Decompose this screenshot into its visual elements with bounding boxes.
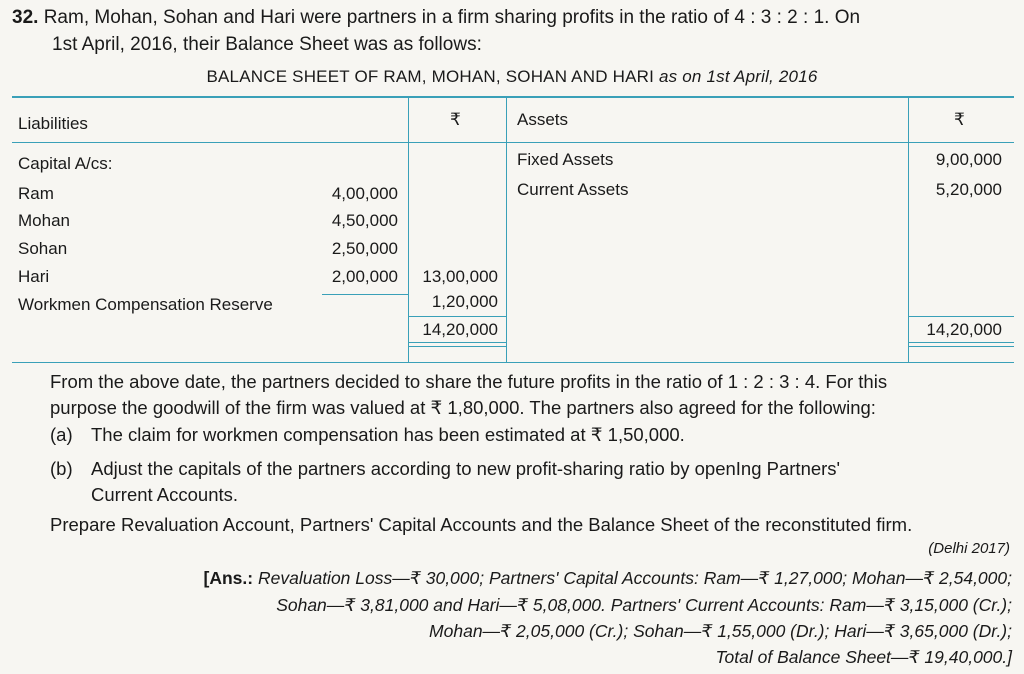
total-bottom-rule: [908, 342, 1014, 343]
item-a-label: (a): [50, 424, 73, 445]
answer-line-3: Mohan—₹ 2,05,000 (Cr.); Sohan—₹ 1,55,000 (Dr.); Hari—₹ 3,65,000 (Dr.);: [429, 621, 1012, 641]
capital-accounts-label: Capital A/cs:: [18, 154, 113, 173]
partner-capital: 4,00,000: [331, 184, 398, 203]
partner-name: Ram: [18, 184, 54, 203]
total-double-rule: [908, 346, 1014, 347]
column-divider: [408, 98, 409, 362]
exam-source: (Delhi 2017): [928, 540, 1010, 557]
asset-name: Current Assets: [517, 180, 629, 199]
item-b-label: (b): [50, 458, 73, 479]
balance-sheet-title: [0, 67, 1024, 87]
partner-name: Hari: [18, 267, 50, 286]
balance-sheet-date: as on 1st April, 2016: [658, 67, 818, 86]
prepare-instruction: Prepare Revaluation Account, Partners' Capital Accounts and the Balance Sheet of the reconstituted firm.: [50, 514, 913, 535]
balance-sheet-title-text: BALANCE SHEET OF RAM, MOHAN, SOHAN AND HARI: [206, 67, 655, 86]
reserve-amount: 1,20,000: [431, 292, 498, 311]
partner-capital: 2,00,000: [331, 267, 398, 286]
question-line-2: 1st April, 2016, their Balance Sheet was as follows:: [52, 34, 482, 55]
answer-prefix: [Ans.:: [203, 568, 254, 588]
body-paragraph-line-1: From the above date, the partners decided to share the future profits in the ratio of 1 : 2 : 3 : 4. For this: [50, 371, 888, 392]
header-assets: Assets: [517, 110, 569, 129]
total-double-rule: [408, 346, 506, 347]
capital-total: 13,00,000: [422, 267, 498, 286]
partner-name: Mohan: [18, 211, 70, 230]
question-line-1: Ram, Mohan, Sohan and Hari were partners in a firm sharing profits in the ratio of 4 : 3 : 2 : 1. On: [43, 7, 861, 28]
total-top-rule: [408, 316, 506, 317]
question-number: 32.: [12, 7, 39, 28]
answer-line-1: [204, 565, 1012, 591]
partner-capital: 2,50,000: [331, 239, 398, 258]
asset-amount: 5,20,000: [935, 180, 1002, 199]
partner-name: Sohan: [18, 239, 68, 258]
answer-line-4: Total of Balance Sheet—₹ 19,40,000.]: [715, 647, 1012, 667]
item-a-text: The claim for workmen compensation has been estimated at ₹ 1,50,000.: [91, 424, 685, 445]
column-divider: [506, 98, 507, 362]
subtotal-rule: [322, 294, 408, 295]
total-top-rule: [908, 316, 1014, 317]
balance-sheet-table: [12, 96, 1014, 363]
body-paragraph-line-2: purpose the goodwill of the firm was valued at ₹ 1,80,000. The partners also agreed for the following:: [50, 397, 876, 418]
asset-name: Fixed Assets: [517, 150, 614, 169]
question-heading: [12, 4, 1017, 58]
item-b-line-1: Adjust the capitals of the partners according to new profit-sharing ratio by openIng Partners': [91, 458, 841, 479]
assets-total: 14,20,000: [926, 320, 1002, 339]
header-rupee-liabilities: ₹: [450, 110, 461, 129]
header-liabilities: Liabilities: [18, 114, 88, 133]
partner-capital: 4,50,000: [331, 211, 398, 230]
answer-line-2: Sohan—₹ 3,81,000 and Hari—₹ 5,08,000. Partners' Current Accounts: Ram—₹ 3,15,000 (Cr.);: [276, 595, 1012, 615]
asset-amount: 9,00,000: [935, 150, 1002, 169]
header-rupee-assets: ₹: [954, 110, 965, 129]
liabilities-total: 14,20,000: [422, 320, 498, 339]
header-rule: [12, 142, 1014, 143]
item-b-line-2: Current Accounts.: [91, 484, 239, 505]
answer-line-1-text: Revaluation Loss—₹ 30,000; Partners' Capital Accounts: Ram—₹ 1,27,000; Mohan—₹ 2,54,000;: [257, 568, 1012, 588]
reserve-label: Workmen Compensation Reserve: [18, 295, 273, 314]
column-divider: [908, 98, 909, 362]
total-bottom-rule: [408, 342, 506, 343]
